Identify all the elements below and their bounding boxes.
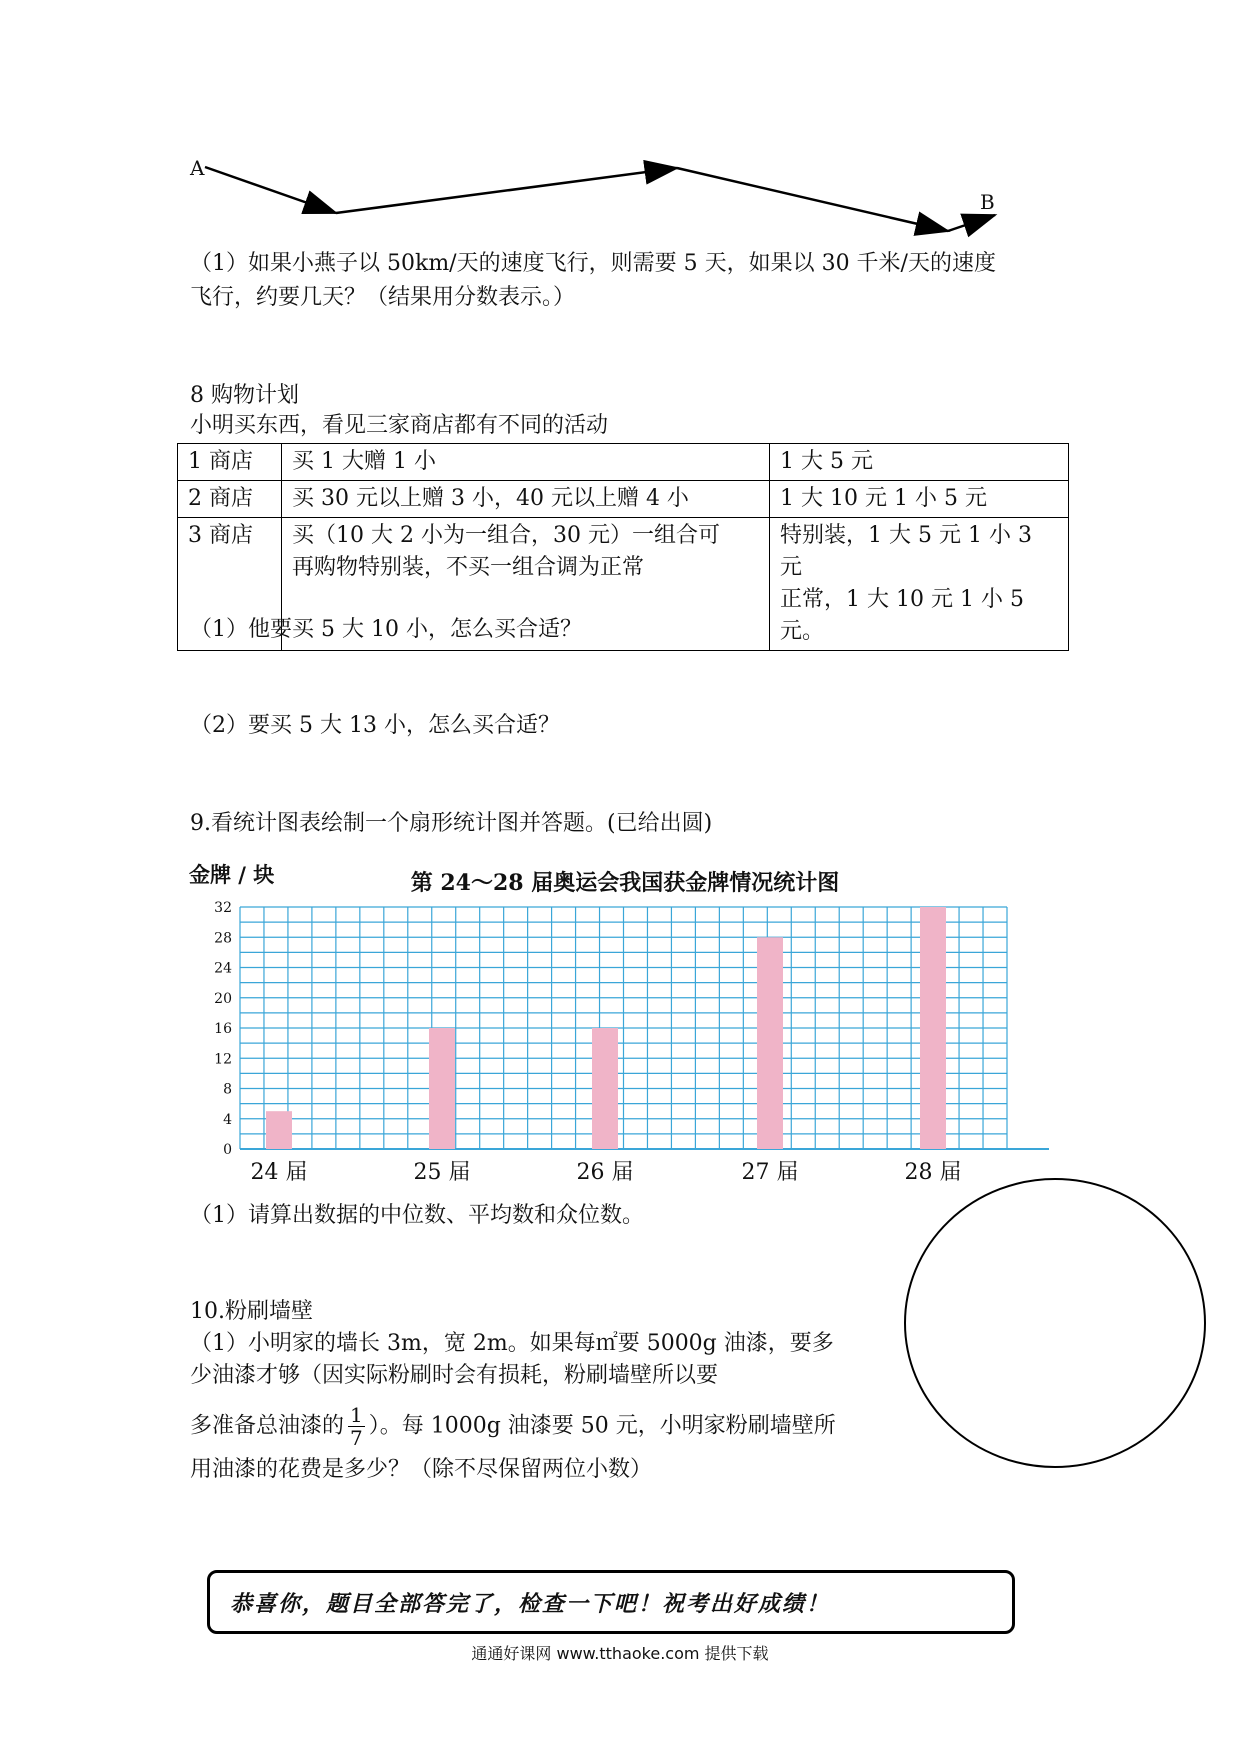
q8-title: 8 购物计划 — [190, 383, 299, 408]
y-tick-label: 0 — [223, 1142, 232, 1158]
y-tick-label: 12 — [214, 1051, 232, 1068]
q10-title: 10.粉刷墙壁 — [190, 1299, 313, 1324]
q10-line2: 少油漆才够（因实际粉刷时会有损耗，粉刷墙壁所以要 — [190, 1363, 719, 1388]
bar-3 — [757, 937, 783, 1149]
shop-price-line: 特别装，1 大 5 元 1 小 3 — [780, 523, 1032, 548]
route-segment-3 — [677, 168, 948, 231]
shop-offer: 买 30 元以上赠 3 小，40 元以上赠 4 小 — [282, 481, 770, 518]
q8-sub2: （2）要买 5 大 13 小，怎么买合适？ — [190, 713, 560, 738]
q10-line3-pre: 多准备总油漆的 — [190, 1413, 345, 1439]
x-category-label: 28 届 — [904, 1160, 962, 1185]
table-row — [178, 481, 1069, 518]
route-segment-2 — [336, 168, 677, 213]
y-tick-label: 24 — [214, 960, 232, 977]
q7-sub1-line2: 飞行，约要几天？（结果用分数表示。） — [190, 285, 576, 310]
q10-line3-post: ）。每 1000g 油漆要 50 元，小明家粉刷墙壁所 — [368, 1413, 836, 1439]
x-category-label: 26 届 — [576, 1160, 634, 1185]
shop-price: 1 大 5 元 — [770, 444, 1069, 481]
fraction-denominator: 7 — [350, 1426, 363, 1450]
q7-sub1-line1: （1）如果小燕子以 50km/天的速度飞行，则需要 5 天，如果以 30 千米/天的速度 — [190, 251, 996, 276]
shop-offer: 买 1 大赠 1 小 — [282, 444, 770, 481]
y-tick-label: 16 — [214, 1021, 232, 1037]
fraction-numerator: 1 — [350, 1403, 363, 1427]
route-segment-1 — [205, 167, 336, 213]
congrats-text: 恭喜你，题目全部答完了，检查一下吧！祝考出好成绩！ — [230, 1591, 831, 1617]
q8-intro: 小明买东西，看见三家商店都有不同的活动 — [190, 413, 609, 438]
q8-sub1: （1）他要买 5 大 10 小，怎么买合适？ — [190, 617, 582, 642]
q10-line1: （1）小明家的墙长 3m，宽 2m。如果每㎡要 5000g 油漆，要多 — [190, 1331, 834, 1356]
q9-sub1: （1）请算出数据的中位数、平均数和众位数。 — [190, 1203, 644, 1228]
bar-2 — [592, 1028, 618, 1149]
point-b-label: B — [980, 190, 995, 214]
x-category-label: 25 届 — [413, 1160, 471, 1185]
chart-title: 第 24～28 届奥运会我国获金牌情况统计图 — [410, 870, 840, 896]
shop-name: 3 商店 — [178, 518, 282, 651]
x-category-label: 27 届 — [741, 1160, 799, 1185]
fraction-one-seventh — [348, 1404, 365, 1449]
y-tick-label: 4 — [223, 1111, 232, 1128]
bar-0 — [266, 1111, 292, 1149]
x-category-label: 24 届 — [250, 1160, 308, 1185]
y-tick-label: 20 — [214, 990, 232, 1007]
bar-chart-svg — [185, 860, 1065, 1190]
bar-1 — [429, 1028, 455, 1149]
table-row — [178, 444, 1069, 481]
shop-offer-line: 再购物特别装，不买一组合调为正常 — [292, 555, 645, 580]
q9-title: 9.看统计图表绘制一个扇形统计图并答题。(已给出圆) — [190, 811, 713, 836]
shop-offer-line: 买（10 大 2 小为一组合，30 元）一组合可 — [292, 523, 720, 548]
q10-line3 — [190, 1404, 836, 1449]
gold-medal-chart — [185, 860, 1065, 1190]
footer-source: 通通好课网 www.tthaoke.com 提供下载 — [471, 1644, 769, 1663]
shop-price — [770, 518, 1069, 651]
shop-name: 2 商店 — [178, 481, 282, 518]
q10-line4: 用油漆的花费是多少？（除不尽保留两位小数） — [190, 1457, 653, 1482]
y-tick-label: 8 — [223, 1081, 232, 1098]
shop-name: 1 商店 — [178, 444, 282, 481]
bar-4 — [920, 907, 946, 1149]
congrats-banner — [207, 1570, 1015, 1634]
shop-price-line: 正常，1 大 10 元 1 小 5 元。 — [780, 587, 1024, 644]
shop-price: 1 大 10 元 1 小 5 元 — [770, 481, 1069, 518]
y-tick-label: 32 — [214, 900, 232, 916]
y-axis-label: 金牌 / 块 — [189, 862, 275, 887]
route-segment-4 — [948, 215, 995, 231]
y-tick-label: 28 — [214, 930, 232, 947]
shop-price-line: 元 — [780, 555, 803, 580]
blank-circle — [900, 1175, 1210, 1475]
point-a-label: A — [190, 156, 205, 180]
route-diagram — [180, 150, 1020, 240]
